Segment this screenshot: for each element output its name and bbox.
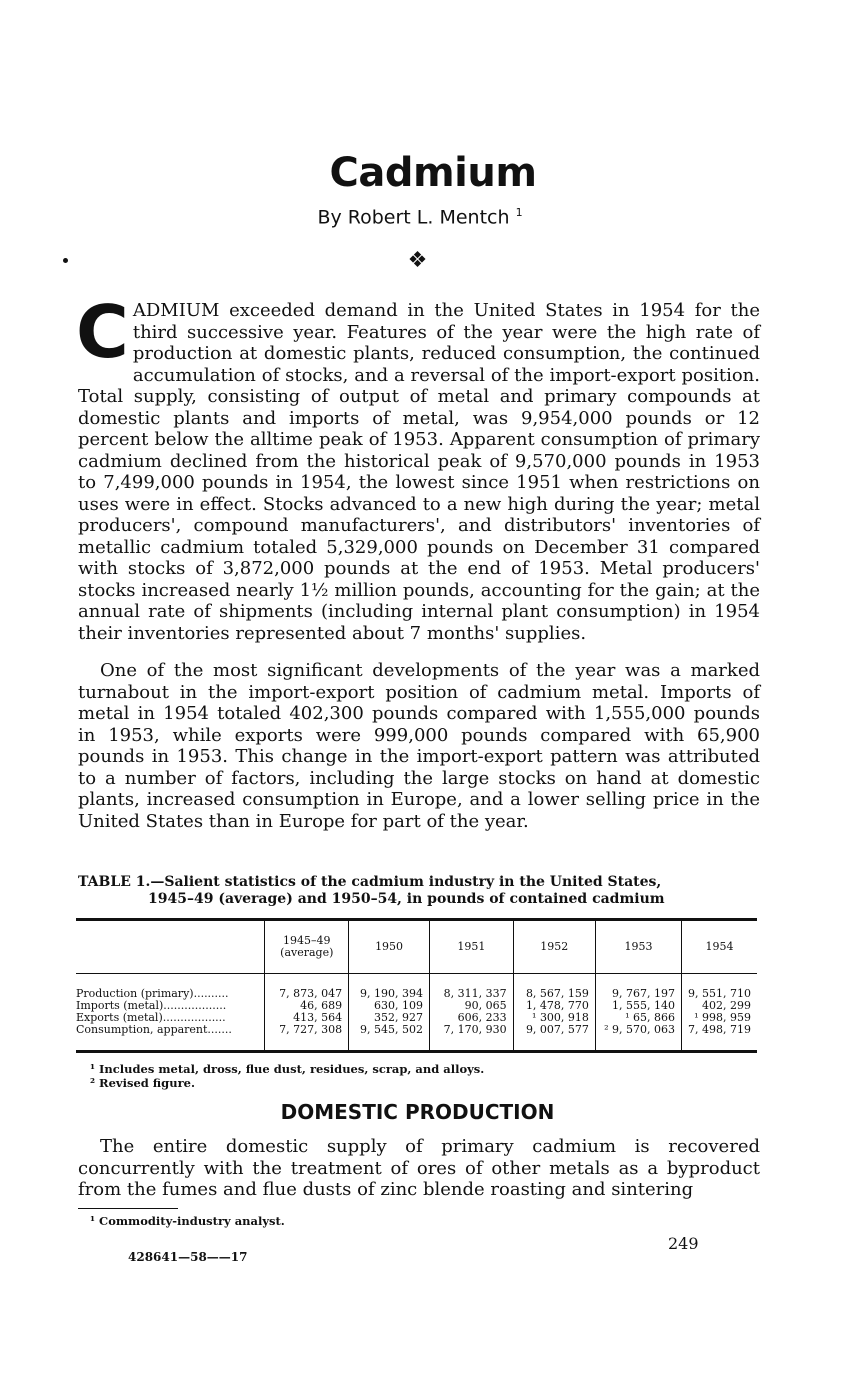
row-label: Exports (metal).................. bbox=[76, 1011, 226, 1024]
author-footnote: ¹ Commodity-industry analyst. bbox=[90, 1214, 285, 1228]
table-cell: 7, 498, 719 bbox=[682, 1024, 757, 1052]
salient-statistics-table bbox=[76, 918, 757, 1053]
table-cell: 9, 007, 577 bbox=[513, 1024, 595, 1052]
table-row bbox=[76, 974, 757, 1001]
table-header-col: 1945–49 (average) bbox=[265, 920, 349, 974]
table-cell: 7, 170, 930 bbox=[430, 1024, 514, 1052]
table-header-col: 1954 bbox=[682, 920, 757, 974]
table-cell: 9, 767, 197 bbox=[595, 974, 681, 1001]
table-cell: 630, 109 bbox=[349, 1000, 430, 1012]
footnote-rule bbox=[78, 1208, 178, 1209]
table-cell: 1, 478, 770 bbox=[513, 1000, 595, 1012]
table-cell: 46, 689 bbox=[265, 1000, 349, 1012]
table-cell: 9, 545, 502 bbox=[349, 1024, 430, 1052]
table-cell: ² 9, 570, 063 bbox=[595, 1024, 681, 1052]
table-cell: 1, 555, 140 bbox=[595, 1000, 681, 1012]
table-cell: 402, 299 bbox=[682, 1000, 757, 1012]
table-caption-line1: TABLE 1.—Salient statistics of the cadmium industry in the United States, bbox=[78, 874, 662, 890]
table-header-col: 1952 bbox=[513, 920, 595, 974]
table-footnote: ² Revised figure. bbox=[90, 1076, 195, 1090]
table-cell: 413, 564 bbox=[265, 1012, 349, 1024]
table-row bbox=[76, 1024, 757, 1052]
section-heading: DOMESTIC PRODUCTION bbox=[280, 1100, 555, 1124]
table-header-row bbox=[76, 920, 757, 974]
table-cell: 9, 190, 394 bbox=[349, 974, 430, 1001]
page-number: 249 bbox=[668, 1234, 699, 1253]
domestic-paragraph: The entire domestic supply of primary cadmium is recovered concurrently with the treatment of ores of other metals as a byproduct from the fumes and flue dusts of zinc blende roasting and sintering bbox=[78, 1136, 760, 1200]
table-header-col: 1950 bbox=[349, 920, 430, 974]
table-footnotes bbox=[90, 1062, 484, 1090]
table-cell: 8, 567, 159 bbox=[513, 974, 595, 1001]
table-cell: ¹ 998, 959 bbox=[682, 1012, 757, 1024]
table-cell: 7, 727, 308 bbox=[265, 1024, 349, 1052]
intro-paragraph bbox=[76, 290, 760, 644]
table-cell: 8, 311, 337 bbox=[430, 974, 514, 1001]
table-header-col: 1951 bbox=[430, 920, 514, 974]
byline bbox=[0, 206, 840, 228]
table-caption bbox=[78, 874, 760, 908]
table-header-col: 1953 bbox=[595, 920, 681, 974]
table-cell: ¹ 65, 866 bbox=[595, 1012, 681, 1024]
author-footnote-ref: 1 bbox=[515, 206, 523, 219]
print-code: 428641—58——17 bbox=[128, 1250, 248, 1264]
table-cell: 90, 065 bbox=[430, 1000, 514, 1012]
row-label: Production (primary).......... bbox=[76, 987, 229, 1000]
table-cell: 606, 233 bbox=[430, 1012, 514, 1024]
ornament-icon: ❖ bbox=[407, 248, 428, 273]
table-header-label bbox=[76, 920, 265, 974]
second-paragraph: One of the most significant developments of the year was a marked turnabout in the import-export position of cadmium metal. Imports of metal in 1954 totaled 402,300 pounds compared with 1,555,000 pounds in 1953, while exports were 999,000 pounds compared with 65,900 pounds in 1953. This change in the import-export pattern was attributed to a number of factors, including the large stocks on hand at domestic plants, increased consumption in Europe, and a lower selling price in the United States than in Europe for part of the year. bbox=[78, 660, 760, 832]
table-caption-line2: 1945–49 (average) and 1950–54, in pounds of contained cadmium bbox=[148, 891, 665, 907]
table-cell: 7, 873, 047 bbox=[265, 974, 349, 1001]
row-label: Consumption, apparent....... bbox=[76, 1024, 265, 1052]
page-title: Cadmium bbox=[329, 150, 537, 196]
table-cell: 352, 927 bbox=[349, 1012, 430, 1024]
table-footnote: ¹ Includes metal, dross, flue dust, residues, scrap, and alloys. bbox=[90, 1062, 485, 1076]
intro-text: ADMIUM exceeded demand in the United States in 1954 for the third successive year. Features of the year were the high rate of production at domestic plants, reduced consumption, the continued accumulation of stocks, and a reversal of the import-export position. Total supply, consisting of output of metal and primary compounds at domestic plants and imports of metal, was 9,954,000 pounds or 12 percent below the alltime peak of 1953. Apparent consumption of primary cadmium declined from the historical peak of 9,570,000 pounds in 1953 to 7,499,000 pounds in 1954, the lowest since 1951 when restrictions on uses were in effect. Stocks advanced to a new high during the year; metal producers', compound manufacturers', and distributors' inventories of metallic cadmium totaled 5,329,000 pounds on December 31 compared with stocks of 3,872,000 pounds at the end of 1953. Metal producers' stocks increased nearly 1½ million pounds, accounting for the gain; at the annual rate of shipments (including internal plant consumption) in 1954 their inventories represented about 7 months' supplies. bbox=[78, 300, 760, 644]
row-label: Imports (metal).................. bbox=[76, 999, 227, 1012]
table-cell: ¹ 300, 918 bbox=[513, 1012, 595, 1024]
author-name: By Robert L. Mentch bbox=[317, 206, 510, 229]
drop-cap: C bbox=[76, 290, 129, 374]
table-cell: 9, 551, 710 bbox=[682, 974, 757, 1001]
